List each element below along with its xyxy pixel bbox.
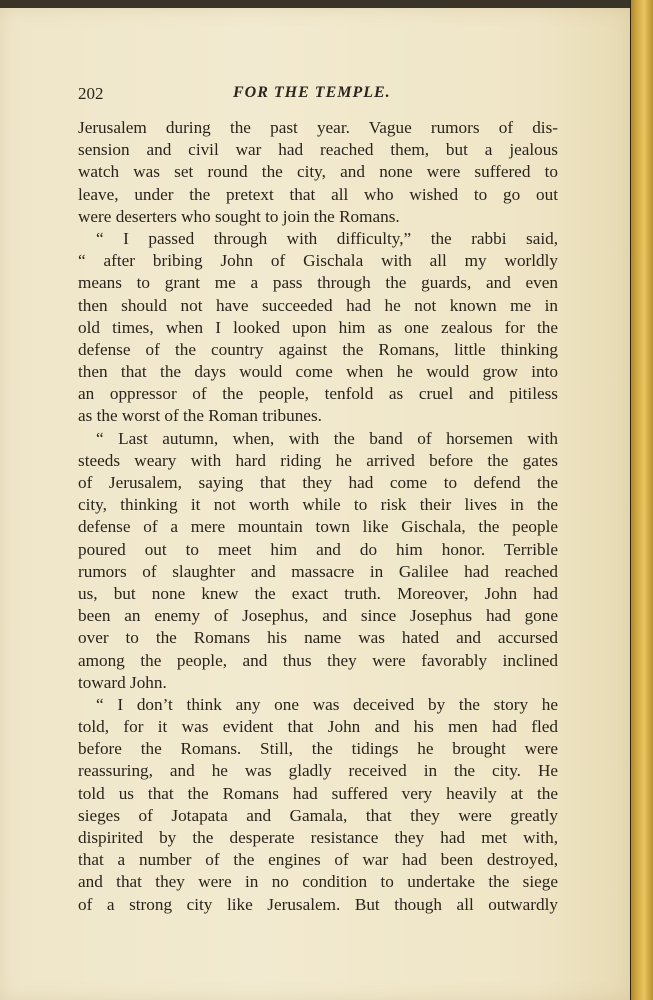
text-line: as the worst of the Roman tribunes. [78,406,322,426]
text-line: old times, when I looked upon him as one zealous for the [78,317,558,337]
text-line: been an enemy of Josephus, and since Josephus had gone [78,606,558,626]
text-line: poured out to meet him and do him honor. Terrible [78,539,558,559]
text-line: then that the days would come when he would grow into [78,362,558,382]
text-line: “ I passed through with difficulty,” the rabbi said, [96,228,558,248]
running-title: FOR THE TEMPLE. [233,84,391,101]
page-number: 202 [78,84,104,103]
text-line: an oppressor of the people, tenfold as cruel and pitiless [78,384,558,404]
text-line: over to the Romans his name was hated and accursed [78,628,558,648]
book-spine [631,0,653,1000]
text-line: dispirited by the desperate resistance they had met with, [78,828,558,847]
text-line: leave, under the pretext that all who wished to go out [78,184,558,204]
text-line: told us that the Romans had suffered very heavily at the [78,783,558,803]
body-text [78,117,558,916]
text-line: steeds weary with hard riding he arrived before the gates [78,450,558,470]
text-line: watch was set round the city, and none were suffered to [78,162,558,182]
text-line: then should not have succeeded had he not known me in [78,295,558,315]
text-line: were deserters who sought to join the Romans. [78,206,400,226]
text-line: sieges of Jotapata and Gamala, that they were greatly [78,805,558,825]
text-line: sension and civil war had reached them, but a jealous [78,140,558,160]
text-line: of a strong city like Jerusalem. But though all outwardly [78,894,558,914]
text-line: Jerusalem during the past year. Vague rumors of dis- [78,118,558,137]
text-line: defense of the country against the Romans, little thinking [78,339,558,359]
text-line: and that they were in no condition to undertake the siege [78,872,558,892]
text-line: that a number of the engines of war had been destroyed, [78,850,558,870]
text-line: rumors of slaughter and massacre in Galilee had reached [78,561,558,581]
running-header [78,84,558,106]
text-line: reassuring, and he was gladly received in the city. He [78,761,558,781]
text-line: before the Romans. Still, the tidings he brought were [78,739,558,759]
text-line: among the people, and thus they were favorably inclined [78,650,558,670]
text-line: told, for it was evident that John and his men had fled [78,717,558,737]
text-line: toward John. [78,672,167,692]
text-line: city, thinking it not worth while to risk their lives in the [78,495,558,515]
text-line: of Jerusalem, saying that they had come to defend the [78,473,558,492]
text-line: “ I don’t think any one was deceived by the story he [96,694,558,714]
text-line: defense of a mere mountain town like Gischala, the people [78,517,558,537]
text-line: us, but none knew the exact truth. Moreover, John had [78,583,558,603]
text-line: means to grant me a pass through the guards, and even [78,273,558,293]
text-line: “ Last autumn, when, with the band of horsemen with [96,428,558,448]
text-line: “ after bribing John of Gischala with all my worldly [78,251,558,271]
